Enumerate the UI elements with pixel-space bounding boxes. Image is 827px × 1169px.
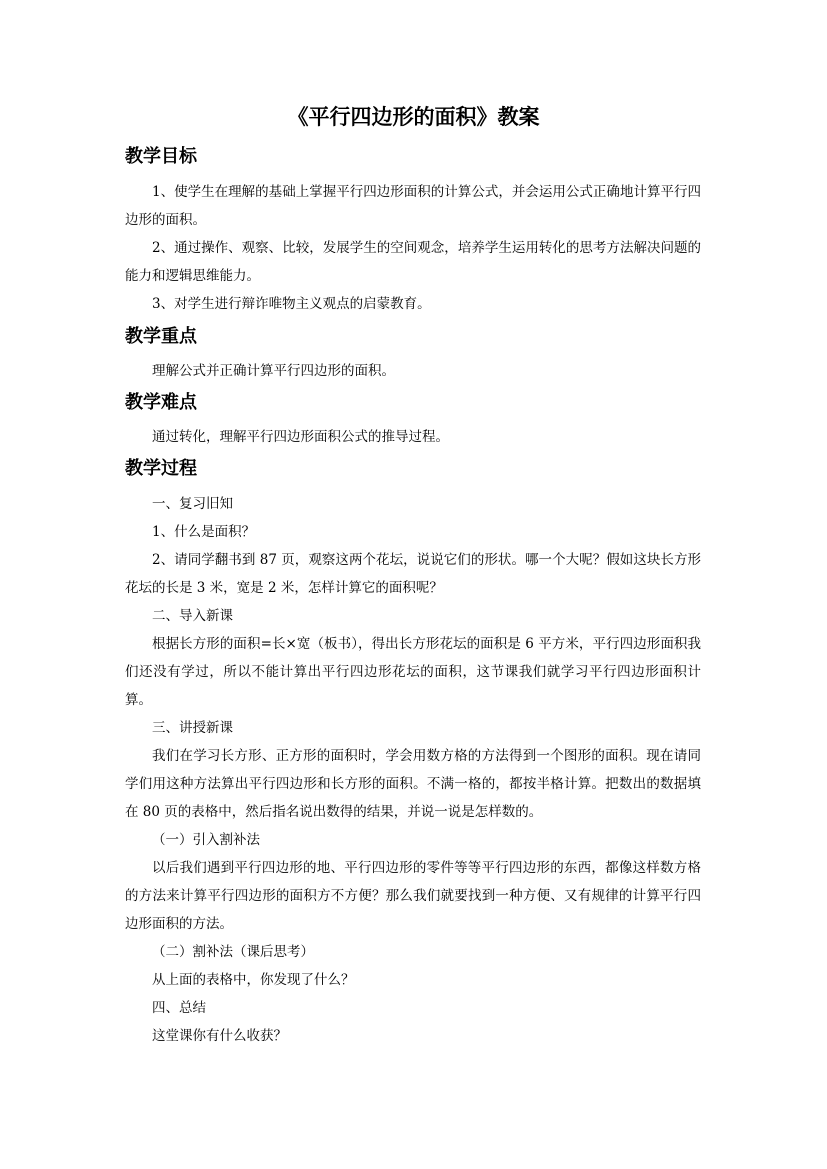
section-heading-goals: 教学目标 xyxy=(125,146,197,167)
key-points-paragraph: 理解公式并正确计算平行四边形的面积。 xyxy=(152,363,395,379)
section-heading-key-points: 教学重点 xyxy=(125,326,197,347)
process-paragraph-9: 以后我们遇到平行四边形的地、平行四边形的零件等等平行四边形的东西，都像这样数方格的方法来计算平行四边形的面积方不方便？那么我们就要找到一种方便、又有规律的计算平行四边形面积的方法。 xyxy=(125,860,701,932)
process-paragraph-6: 三、讲授新课 xyxy=(152,720,233,736)
process-paragraph-4: 二、导入新课 xyxy=(152,608,233,624)
goals-paragraph-2: 2、通过操作、观察、比较，发展学生的空间观念，培养学生运用转化的思考方法解决问题的能力和逻辑思维能力。 xyxy=(125,240,701,284)
difficulties-paragraph: 通过转化，理解平行四边形面积公式的推导过程。 xyxy=(152,429,449,445)
process-paragraph-1: 一、复习旧知 xyxy=(152,496,233,512)
section-heading-difficulties: 教学难点 xyxy=(125,392,197,413)
process-paragraph-8: （一）引入割补法 xyxy=(152,832,260,848)
process-paragraph-11: 从上面的表格中，你发现了什么？ xyxy=(152,972,355,988)
goals-paragraph-1: 1、使学生在理解的基础上掌握平行四边形面积的计算公式，并会运用公式正确地计算平行四边形的面积。 xyxy=(125,184,701,228)
process-paragraph-13: 这堂课你有什么收获？ xyxy=(152,1028,287,1044)
goals-paragraph-3: 3、对学生进行辩诈唯物主义观点的启蒙教育。 xyxy=(152,296,431,312)
document-title: 《平行四边形的面积》教案 xyxy=(287,104,540,129)
process-paragraph-12: 四、总结 xyxy=(152,1000,206,1016)
process-paragraph-7: 我们在学习长方形、正方形的面积时，学会用数方格的方法得到一个图形的面积。现在请同学们用这种方法算出平行四边形和长方形的面积。不满一格的，都按半格计算。把数出的数据填在 80 页的表格中，然后指名说出数得的结果，并说一说是怎样数的。 xyxy=(125,748,701,820)
process-paragraph-5: 根据长方形的面积=长×宽（板书），得出长方形花坛的面积是 6 平方米，平行四边形面积我们还没有学过，所以不能计算出平行四边形花坛的面积，这节课我们就学习平行四边形面积计算。 xyxy=(125,636,701,708)
process-paragraph-10: （二）割补法（课后思考） xyxy=(152,944,314,960)
process-paragraph-2: 1、什么是面积？ xyxy=(152,524,256,540)
process-paragraph-3: 2、请同学翻书到 87 页，观察这两个花坛，说说它们的形状。哪一个大呢？假如这块长方形花坛的长是 3 米，宽是 2 米，怎样计算它的面积呢？ xyxy=(125,552,701,596)
section-heading-process: 教学过程 xyxy=(125,458,197,479)
